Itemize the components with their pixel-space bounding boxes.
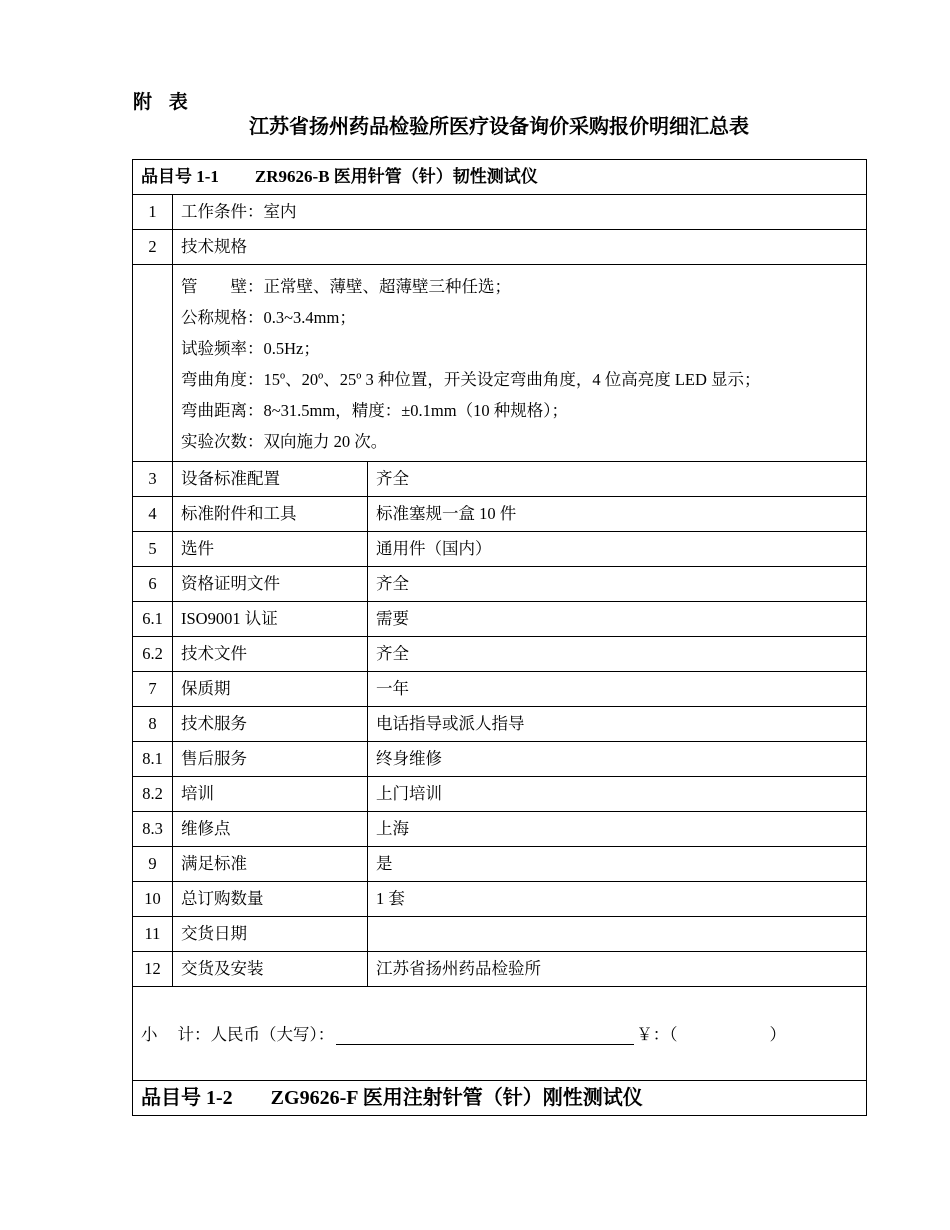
table-row bbox=[133, 952, 867, 987]
row-value: 是 bbox=[368, 847, 867, 882]
spec-line: 弯曲角度：15º、20º、25º 3 种位置，开关设定弯曲角度，4 位高亮度 LED 显示； bbox=[181, 370, 761, 389]
document-title: 江苏省扬州药品检验所医疗设备询价采购报价明细汇总表 bbox=[249, 116, 749, 138]
row-number: 2 bbox=[133, 230, 173, 265]
table-row bbox=[133, 567, 867, 602]
row-value: 1 套 bbox=[368, 882, 867, 917]
row-number: 5 bbox=[133, 532, 173, 567]
table-row bbox=[133, 812, 867, 847]
table-row bbox=[133, 672, 867, 707]
row-number: 6.2 bbox=[133, 637, 173, 672]
row-label: 维修点 bbox=[173, 812, 368, 847]
row-value: 电话指导或派人指导 bbox=[368, 707, 867, 742]
row-label: 满足标准 bbox=[173, 847, 368, 882]
table-row bbox=[133, 637, 867, 672]
row-number: 12 bbox=[133, 952, 173, 987]
amount-words-blank bbox=[336, 1022, 634, 1045]
table-row bbox=[133, 497, 867, 532]
row-number: 3 bbox=[133, 462, 173, 497]
row-label: 培训 bbox=[173, 777, 368, 812]
subtotal-label-a: 小 bbox=[141, 1025, 158, 1044]
row-number: 6 bbox=[133, 567, 173, 602]
row-value: 终身维修 bbox=[368, 742, 867, 777]
table-row bbox=[133, 230, 867, 265]
table-row bbox=[133, 707, 867, 742]
row-number: 8.3 bbox=[133, 812, 173, 847]
table-row bbox=[133, 917, 867, 952]
item-number: 品目号 1-2 bbox=[141, 1087, 233, 1109]
spec-line: 实验次数：双向施力 20 次。 bbox=[181, 432, 388, 451]
row-label: ISO9001 认证 bbox=[173, 602, 368, 637]
row-value: 上门培训 bbox=[368, 777, 867, 812]
table-row bbox=[133, 532, 867, 567]
row-label: 资格证明文件 bbox=[173, 567, 368, 602]
subtotal-row bbox=[133, 987, 867, 1081]
spec-line: 弯曲距离：8~31.5mm，精度：±0.1mm（10 种规格）； bbox=[181, 401, 568, 420]
row-value: 标准塞规一盒 10 件 bbox=[368, 497, 867, 532]
row-value: 一年 bbox=[368, 672, 867, 707]
row-label: 标准附件和工具 bbox=[173, 497, 368, 532]
row-label: 交货日期 bbox=[173, 917, 368, 952]
row-label: 保质期 bbox=[173, 672, 368, 707]
row-value: 齐全 bbox=[368, 462, 867, 497]
row-number: 7 bbox=[133, 672, 173, 707]
spec-lines bbox=[173, 265, 867, 462]
row-label: 选件 bbox=[173, 532, 368, 567]
table-row bbox=[133, 602, 867, 637]
item-name: ZR9626-B 医用针管（针）韧性测试仪 bbox=[254, 167, 538, 186]
row-label: 交货及安装 bbox=[173, 952, 368, 987]
item-header bbox=[133, 1081, 867, 1116]
row-number: 9 bbox=[133, 847, 173, 882]
yen-label: ￥：（ bbox=[636, 1025, 678, 1044]
row-number: 8.2 bbox=[133, 777, 173, 812]
table-row bbox=[133, 777, 867, 812]
table-row bbox=[133, 882, 867, 917]
row-label: 设备标准配置 bbox=[173, 462, 368, 497]
spec-row bbox=[133, 265, 867, 462]
item-header-row bbox=[133, 160, 867, 195]
row-number: 6.1 bbox=[133, 602, 173, 637]
subtotal-label-b: 计：人民币（大写）： bbox=[177, 1025, 335, 1044]
subtotal-cell bbox=[133, 987, 867, 1081]
table-row bbox=[133, 195, 867, 230]
row-value: 齐全 bbox=[368, 567, 867, 602]
table-row bbox=[133, 742, 867, 777]
table-row bbox=[133, 462, 867, 497]
appendix-label: 附 表 bbox=[133, 92, 194, 113]
row-label: 技术服务 bbox=[173, 707, 368, 742]
row-value: 江苏省扬州药品检验所 bbox=[368, 952, 867, 987]
row-number: 1 bbox=[133, 195, 173, 230]
row-value: 需要 bbox=[368, 602, 867, 637]
spec-number-cell bbox=[133, 265, 173, 462]
item-number: 品目号 1-1 bbox=[141, 167, 219, 186]
row-value: 齐全 bbox=[368, 637, 867, 672]
row-label: 总订购数量 bbox=[173, 882, 368, 917]
row-number: 8.1 bbox=[133, 742, 173, 777]
table-row bbox=[133, 847, 867, 882]
spec-line: 试验频率：0.5Hz； bbox=[181, 339, 320, 358]
row-value bbox=[368, 917, 867, 952]
item-name: ZG9626-F 医用注射针管（针）刚性测试仪 bbox=[270, 1087, 643, 1109]
spec-line: 管 壁：正常壁、薄壁、超薄壁三种任选； bbox=[181, 277, 511, 296]
close-paren: ） bbox=[769, 1025, 786, 1044]
row-value: 通用件（国内） bbox=[368, 532, 867, 567]
row-number: 8 bbox=[133, 707, 173, 742]
item-header-row bbox=[133, 1081, 867, 1116]
quotation-table bbox=[132, 159, 867, 1116]
row-number: 4 bbox=[133, 497, 173, 532]
row-number: 11 bbox=[133, 917, 173, 952]
row-number: 10 bbox=[133, 882, 173, 917]
row-label: 技术文件 bbox=[173, 637, 368, 672]
row-label: 技术规格 bbox=[173, 230, 867, 265]
item-header bbox=[133, 160, 867, 195]
row-label: 售后服务 bbox=[173, 742, 368, 777]
row-value: 上海 bbox=[368, 812, 867, 847]
spec-line: 公称规格：0.3~3.4mm； bbox=[181, 308, 356, 327]
row-label: 工作条件：室内 bbox=[173, 195, 867, 230]
